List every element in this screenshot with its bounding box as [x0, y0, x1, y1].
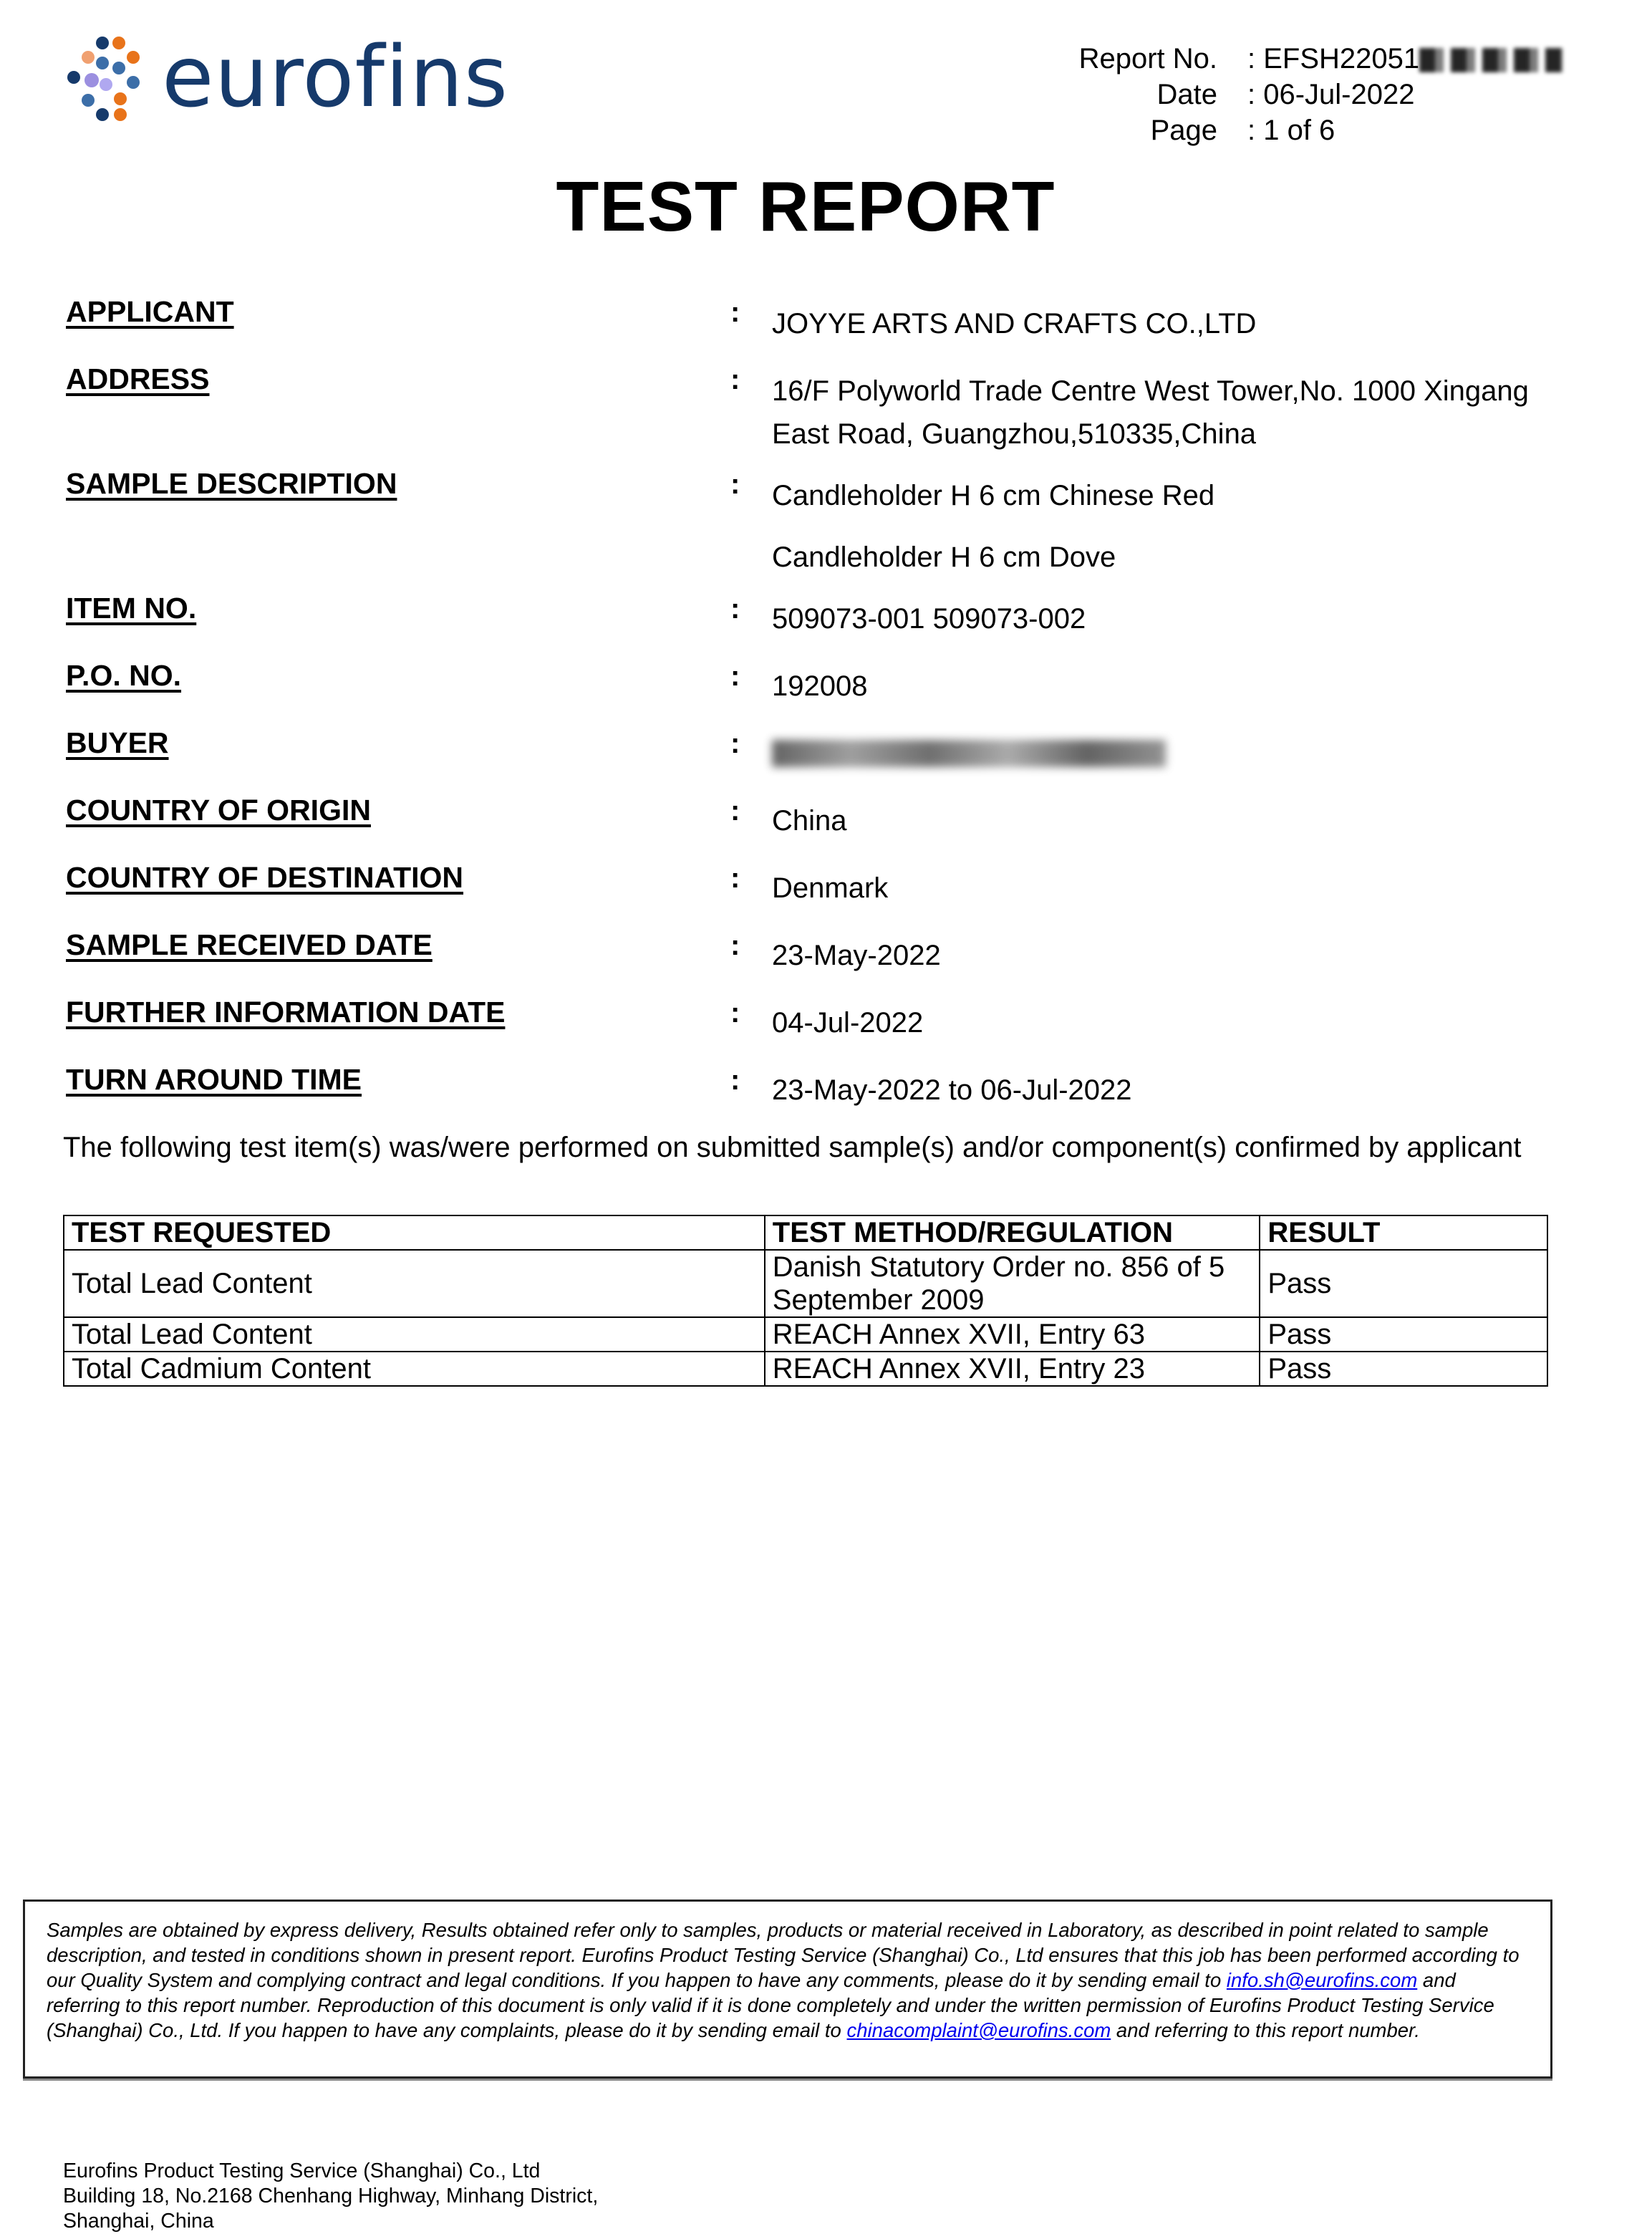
footer-company: Eurofins Product Testing Service (Shanghai) Co., Ltd: [63, 2159, 541, 2182]
footer-address: [63, 2159, 598, 2234]
report-no-text: : EFSH22051: [1247, 43, 1420, 74]
date-label: Date: [1156, 79, 1217, 110]
intro-text: The following test item(s) was/were performed on submitted sample(s) and/or component(s) confirmed by applicant: [63, 1132, 1522, 1163]
field-value-line: China: [772, 805, 847, 837]
field-colon: :: [730, 660, 740, 692]
field-value-line: 16/F Polyworld Trade Centre West Tower,No. 1000 Xingang: [772, 375, 1529, 407]
cell-result: Pass: [1260, 1317, 1547, 1352]
page-title: TEST REPORT: [556, 167, 1056, 246]
info-email-link[interactable]: info.sh@eurofins.com: [1226, 1969, 1418, 1991]
field-value-line: 04-Jul-2022: [772, 1007, 924, 1039]
field-colon: :: [730, 593, 740, 625]
redacted-mark: [1419, 48, 1562, 72]
field-value: [772, 731, 1166, 774]
field-value: [772, 867, 888, 910]
field-label: COUNTRY OF ORIGIN: [66, 794, 371, 827]
test-table: [63, 1215, 1548, 1387]
disclaimer-box: [23, 1899, 1552, 2079]
field-value-line: Denmark: [772, 872, 889, 904]
field-colon: :: [730, 930, 740, 961]
logo-text: eurofins: [162, 27, 509, 126]
cell-result: Pass: [1260, 1250, 1547, 1317]
field-value-line: JOYYE ARTS AND CRAFTS CO.,LTD: [772, 308, 1257, 340]
field-label: BUYER: [66, 726, 169, 759]
redacted-buyer: [772, 740, 1166, 767]
header-test-requested: TEST REQUESTED: [64, 1215, 765, 1250]
field-value-line: 23-May-2022 to 06-Jul-2022: [772, 1074, 1132, 1106]
field-colon: :: [730, 364, 740, 395]
field-label: SAMPLE DESCRIPTION: [66, 467, 397, 500]
page-label: Page: [1150, 115, 1217, 146]
footer-street: Building 18, No.2168 Chenhang Highway, Minhang District,: [63, 2185, 599, 2207]
field-colon: :: [730, 795, 740, 827]
field-value: [772, 370, 1529, 456]
field-value-line: 192008: [772, 670, 868, 702]
field-value-line: East Road, Guangzhou,510335,China: [772, 418, 1257, 450]
table-row: [64, 1317, 1547, 1352]
report-no-label: Report No.: [1078, 43, 1217, 74]
page-value: : 1 of 6: [1247, 115, 1335, 146]
field-label: P.O. NO.: [66, 659, 182, 692]
disclaimer-part: and referring to this report number. Reproduction of this document is only valid if it is done completely and under the written permission of Eurofins Product Testing Service (Shanghai) Co., Ltd. If you happen to have any complaints, please do it by sending email to: [47, 1969, 1494, 2041]
field-value: [772, 934, 941, 977]
field-value-line: 23-May-2022: [772, 940, 941, 971]
report-no-value: [1247, 41, 1562, 77]
cell-method: REACH Annex XVII, Entry 23: [765, 1352, 1260, 1386]
table-row: [64, 1352, 1547, 1386]
field-value-line: Candleholder H 6 cm Dove: [772, 541, 1116, 573]
field-colon: :: [730, 1064, 740, 1096]
field-value: [772, 1001, 923, 1044]
table-row: [64, 1250, 1547, 1317]
field-value-line: 509073-001 509073-002: [772, 603, 1086, 635]
field-value: [772, 799, 847, 842]
field-colon: :: [730, 728, 740, 759]
cell-method: REACH Annex XVII, Entry 63: [765, 1317, 1260, 1352]
header-result: RESULT: [1260, 1215, 1547, 1250]
disclaimer-part: Samples are obtained by express delivery, Results obtained refer only to samples, products or material received in Laboratory, as described in point related to sample description, and tested in conditions shown in present report. Eurofins Product Testing Service (Shanghai) Co., Ltd ensures that this job has been performed according to our Quality System and complying contract and legal conditions. If you happen to have any comments, please do it by sending email to: [47, 1919, 1520, 1991]
field-value-line: Candleholder H 6 cm Chinese Red: [772, 480, 1215, 511]
field-colon: :: [730, 997, 740, 1029]
field-label: SAMPLE RECEIVED DATE: [66, 928, 433, 961]
header-test-method: TEST METHOD/REGULATION: [765, 1215, 1260, 1250]
field-label: ADDRESS: [66, 362, 210, 395]
table-header-row: [64, 1215, 1547, 1250]
cell-result: Pass: [1260, 1352, 1547, 1386]
footer-city: Shanghai, China: [63, 2210, 214, 2233]
cell-method: Danish Statutory Order no. 856 of 5 September 2009: [765, 1250, 1260, 1317]
field-colon: :: [730, 468, 740, 500]
disclaimer-text: [47, 1917, 1529, 2043]
cell-test: Total Cadmium Content: [64, 1352, 765, 1386]
field-label: ITEM NO.: [66, 592, 197, 625]
disclaimer-part: and referring to this report number.: [1111, 2019, 1420, 2041]
complaint-email-link[interactable]: chinacomplaint@eurofins.com: [846, 2019, 1111, 2041]
cell-test: Total Lead Content: [64, 1317, 765, 1352]
cell-test: Total Lead Content: [64, 1250, 765, 1317]
field-value: [772, 1069, 1132, 1112]
field-label: APPLICANT: [66, 295, 234, 328]
field-colon: :: [730, 297, 740, 328]
field-value: [772, 665, 867, 708]
field-label: TURN AROUND TIME: [66, 1063, 362, 1096]
field-label: COUNTRY OF DESTINATION: [66, 861, 464, 894]
field-colon: :: [730, 862, 740, 894]
field-value: [772, 597, 1086, 640]
field-value: [772, 474, 1214, 579]
date-value: : 06-Jul-2022: [1247, 79, 1415, 110]
field-label: FURTHER INFORMATION DATE: [66, 996, 506, 1029]
field-value: [772, 302, 1256, 345]
report-header-info: [0, 41, 1652, 155]
